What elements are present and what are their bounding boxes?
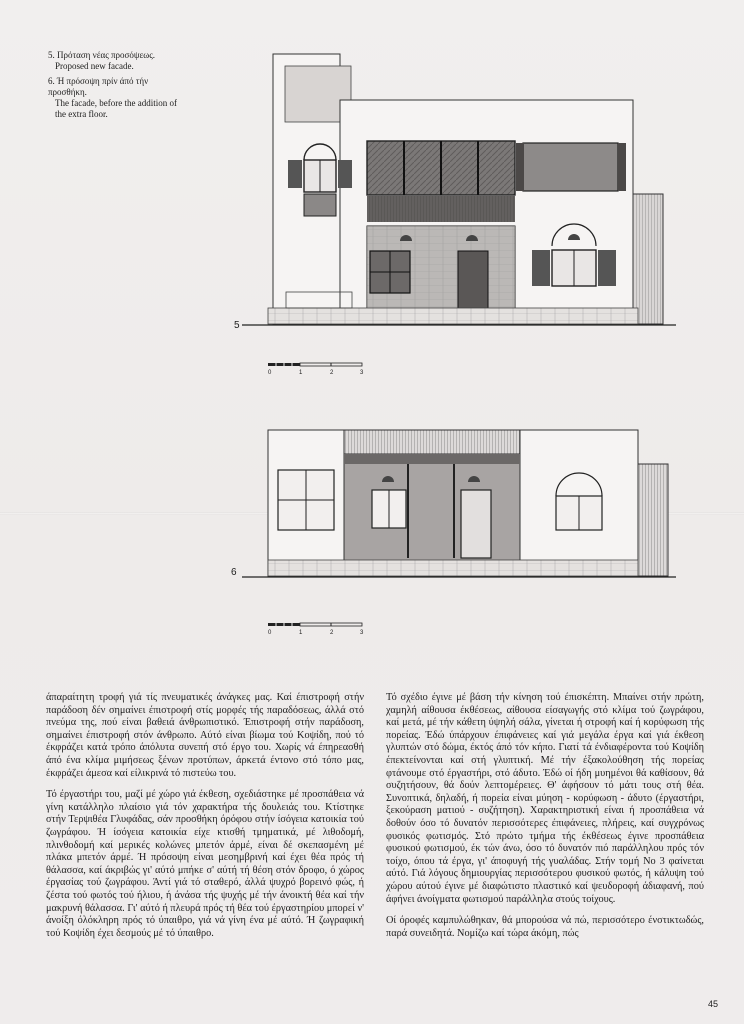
right-shutter-right [598,250,616,286]
fig6-scale-1: 1 [299,630,303,636]
fig5-scale-3: 3 [360,370,364,376]
old-staircase [638,464,668,576]
old-parapet [344,430,520,454]
fig6-caption [48,76,188,120]
fig6-caption-greek: 6. Ή πρόσοψη πρίν άπό τήν προσθήκη. [48,76,149,97]
side-glazing [523,143,618,191]
body-column-right [386,692,704,949]
fig6-number: 6 [231,567,237,578]
fig6-caption-english: The facade, before the addition of the extra floor. [55,98,177,119]
fig6-scale-0: 0 [268,630,272,636]
fig5-caption-greek: 5. Πρόταση νέας προσόψεως. [48,50,156,60]
entrance-door [458,251,488,317]
fig6-facade-drawing [240,424,680,584]
base-plinth [268,308,638,324]
fig5-number: 5 [234,320,240,331]
fig5-scale-bar [268,360,368,370]
old-plinth [268,560,638,576]
figure-captions [48,50,188,124]
fig5-scale-0: 0 [268,370,272,376]
fig5-scale-2: 2 [330,370,334,376]
fig6-scale-3: 3 [360,630,364,636]
side-staircase [633,194,663,324]
left-paragraph-1: άπαραίτητη τροφή γιά τίς πνευματικές άνάγκες μας. Καί έπιστροφή στήν παράδοση δέν σημαίνει έπιστροφή στίς μορφές τής παραδόσεως, άλλά στό πνεύμα της, πού είναι βαθειά άνθρωπιστικό. Έπιστροφή στήν παράδοση, σημαίνει έπιστροφή στόν άνθρωπο. Αύτό είναι βίωμα τού Κοψίδη, πού τό έκφράζει κατά τρόπο άπόλυτα συνεπή στό έργο του. Χωρίς νά έπηρεασθή άπό ένα κλίμα μιμήσεως ξένων προτύπων, άρκετά έντονο στό τόπο μας, έκφράζει άμεσα καί είλικρινά τό πιστεύω του. [46,692,364,779]
fig5-facade-drawing [240,48,680,338]
tower-shutter-left [288,160,302,188]
tower-shutter-right [338,160,352,188]
fig5-scale-labels [268,370,368,378]
right-shutter-left [532,250,550,286]
body-column-left [46,692,364,949]
page-number: 45 [708,999,719,1009]
fig6-scale-2: 2 [330,630,334,636]
fig5-caption [48,50,188,72]
fig6-scale-bar [268,620,368,630]
fig6-scale-labels [268,630,368,638]
fig5-caption-english: Proposed new facade. [55,61,134,71]
right-paragraph-2: Οί όροφές καμπυλώθηκαν, θά μπορούσα νά πώ, περισσότερο ένστικτωδώς, παρά συνειδητά. Νομίζω καί τώρα άκόμη, πώς [386,915,704,939]
left-paragraph-2: Τό έργαστήρι του, μαζί μέ χώρο γιά έκθεση, σχεδιάστηκε μέ προσπάθεια νά γίνη κατάλληλο πλαίσιο γιά τόν χαρακτήρα τής δουλειάς του. Κτίστηκε στήν Τερψιθέα Γλυφάδας, σάν προσθήκη όρόφου στήν ίσόγεια κατοικία τού ζωγράφου. Ή ίσόγεια κατοικία είχε κτισθή τμηματικά, μέ λιθοδομή, πλινθοδομή καί μερικές κολώνες μπετόν άρμέ, είναι δέ σκεπασμένη μέ πλάκα μπετόν άρμέ. Ή πρόσοψη είναι μεσημβρινή καί έχει θέα πρός τή θάλασσα, καί άκριβώς γι' αύτό μπήκε σ' αύτή τή θέση στόν δροφο, ό χώρος έργασίας τού ζωγράφου. Άντί γιά τό σταθερό, άλλά ψυχρό βορεινό φώς, ή ζέστα τού φωτός τού ήλιου, ή άνάσα τής ψυχής μέ τήν άνοικτή θέα καί τήν μακρυνή θάλασσα. Γι' αύτό ή πλευρά πρός τή θέα τού έργαστηρίου μπορεί ν' άνοίξη όλόκληρη πρός τό ύπαιθρο, γιά νά γίνη ένα μέ αύτό. Ή ζωγραφική τού Κοψίδη έχει δεσμούς μέ τό ύπαιθρο. [46,789,364,939]
old-door [461,490,491,558]
old-central-bay [344,454,520,576]
right-paragraph-1: Τό σχέδιο έγινε μέ βάση τήν κίνηση τού έπισκέπτη. Μπαίνει στήν πρώτη, χαμηλή αίθουσα έκθέσεως, αίθουσα είσαγωγής στό κλίμα τού ζωγράφου, καί μετά, μέ τήν κάθετη ύψηλή σάλα, γίνεται ή στροφή καί ή κορύφωση τής πορείας. Έδώ ύπάρχουν έπιφάνειες καί γιά μεγάλα έργα καί γιά έκθεση γλυπτών στό δώμα, έκτός άπό τόν κήπο. Γιατί τά ένδιαφέροντα τού Κοψίδη έπεκτείνονται καί στή γλυπτική. Μέ τήν έξακολούθηση τής πορείας φτάνουμε στό έργαστήρι, στό άδυτο. Έδώ οί ήδη μυημένοι θά καθίσουν, θά συζητήσουν, θά δούν λεπτομέρειες. Θ' άφήσουν τό μάτι τους στή θέα. Συνοπτικά, δηλαδή, ή πορεία είναι μύηση - κορύφωση - άδυτο (έργαστήρι, ξεκούραση ματιού - συζήτηση). Χαρακτηριστική είναι ή προσπάθεια νά δοθούν όσο τό δυνατόν περισσότερες έπιφάνειες, πλήρεις, καί συγχρόνως φυσικός φωτισμός. Στό πρώτο τμήμα τής έκθέσεως έγινε προσπάθεια φυσικού φωτισμού, έκ τών άνω, όσο τό δυνατόν πιό παράλληλου πρός τόν τοίχο, όπου τά έργα, γι' άποφυγή τής γυαλάδας. Στήν τομή Νο 3 φαίνεται αύτό. Γιά λόγους δημιουργίας περισσότερου φυσικού φωτός, ή κάλυψη τού χώρου αύτού έγινε μέ διαφώτιστο πλαστικό καί ψευδοροφή άδιαφανή, πού άφήνει άνοίγματα φωτισμού παράλληλα στούς τοίχους. [386,692,704,905]
fig5-scale-1: 1 [299,370,303,376]
